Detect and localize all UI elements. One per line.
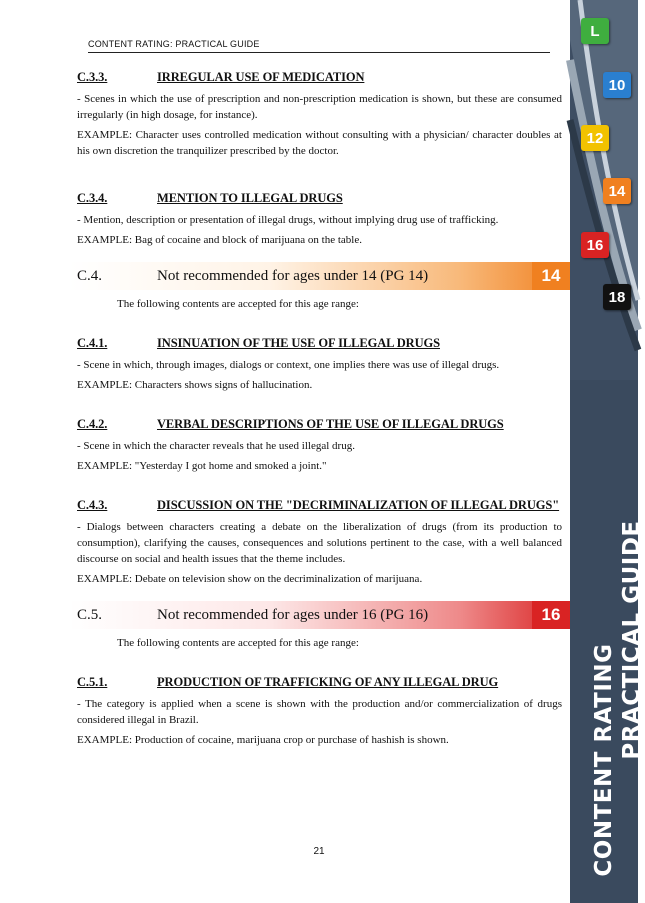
section-body: - Scene in which, through images, dialogs or context, one implies there was use of illegal drugs.	[77, 359, 500, 371]
section-number: C.4.2.	[77, 417, 108, 431]
section-example: EXAMPLE: Character uses controlled medication without consulting with a physician/ character doubles at his own discretion the tranquilizer prescribed by the doctor.	[77, 129, 562, 157]
category-intro: The following contents are accepted for this age range:	[117, 298, 359, 310]
section-example: EXAMPLE: "Yesterday I got home and smoked a joint."	[77, 460, 327, 472]
section-title: DISCUSSION ON THE "DECRIMINALIZATION OF ILLEGAL DRUGS"	[157, 498, 560, 512]
rating-14-badge: 14	[532, 262, 570, 290]
section-title: VERBAL DESCRIPTIONS OF THE USE OF ILLEGAL DRUGS	[157, 417, 504, 431]
section-heading	[77, 336, 562, 351]
category-number: C.5.	[77, 606, 103, 623]
category-title: Not recommended for ages under 16 (PG 16)	[157, 606, 429, 623]
section-body: - Mention, description or presentation of illegal drugs, without implying drug use of trafficking.	[77, 214, 499, 226]
section-body: - Scene in which the character reveals that he used illegal drug.	[77, 440, 355, 452]
page-content	[77, 60, 562, 752]
page-number: 21	[313, 846, 325, 857]
section-example: EXAMPLE: Characters shows signs of hallucination.	[77, 379, 313, 391]
section-heading	[77, 70, 562, 85]
section-number: C.4.1.	[77, 336, 108, 350]
section-body: - The category is applied when a scene is shown with the production and/or commercialization of drugs considered illegal in Brazil.	[77, 698, 562, 726]
rating-badge-14: 14	[603, 178, 631, 204]
section-body: - Scenes in which the use of prescription and non-prescription medication is shown, but these are consumed irregularly (in high dosage, for instance).	[77, 93, 562, 121]
rating-badge-16: 16	[581, 232, 609, 258]
section-example: EXAMPLE: Production of cocaine, marijuana crop or purchase of hashish is shown.	[77, 734, 449, 746]
section-title: PRODUCTION OF TRAFFICKING OF ANY ILLEGAL DRUG	[157, 675, 499, 689]
section-heading	[77, 191, 562, 206]
section-title: MENTION TO ILLEGAL DRUGS	[157, 191, 343, 205]
rating-16-badge: 16	[532, 601, 570, 629]
section-example: EXAMPLE: Debate on television show on the decriminalization of marijuana.	[77, 573, 423, 585]
section-title: INSINUATION OF THE USE OF ILLEGAL DRUGS	[157, 336, 440, 350]
category-intro: The following contents are accepted for this age range:	[117, 637, 359, 649]
rating-badge-12: 12	[581, 125, 609, 151]
section-body: - Dialogs between characters creating a debate on the liberalization of drugs (from its production to consumption), clarifying the causes, consequences and solutions pertinent to the case, with a well balanced discourse on social and health issues that the theme includes.	[77, 521, 562, 565]
section-example: EXAMPLE: Bag of cocaine and block of marijuana on the table.	[77, 234, 362, 246]
sidebar-title-content-rating: CONTENT RATING	[591, 643, 617, 877]
section-number: C.3.4.	[77, 191, 108, 205]
sidebar-title-practical-guide: PRACTICAL GUIDE	[619, 520, 645, 760]
section-number: C.3.3.	[77, 70, 108, 84]
rating-badge-L: L	[581, 18, 609, 44]
category-title: Not recommended for ages under 14 (PG 14)	[157, 267, 429, 284]
section-number: C.4.3.	[77, 498, 108, 512]
category-band-pg14	[69, 262, 570, 290]
category-band-pg16	[69, 601, 570, 629]
running-header: CONTENT RATING: PRACTICAL GUIDE	[88, 38, 550, 53]
section-number: C.5.1.	[77, 675, 108, 689]
rating-badge-18: 18	[603, 284, 631, 310]
section-heading	[77, 498, 562, 513]
section-title: IRREGULAR USE OF MEDICATION	[157, 70, 365, 84]
section-heading	[77, 675, 562, 690]
rating-badge-10: 10	[603, 72, 631, 98]
section-heading	[77, 417, 562, 432]
category-number: C.4.	[77, 267, 103, 284]
